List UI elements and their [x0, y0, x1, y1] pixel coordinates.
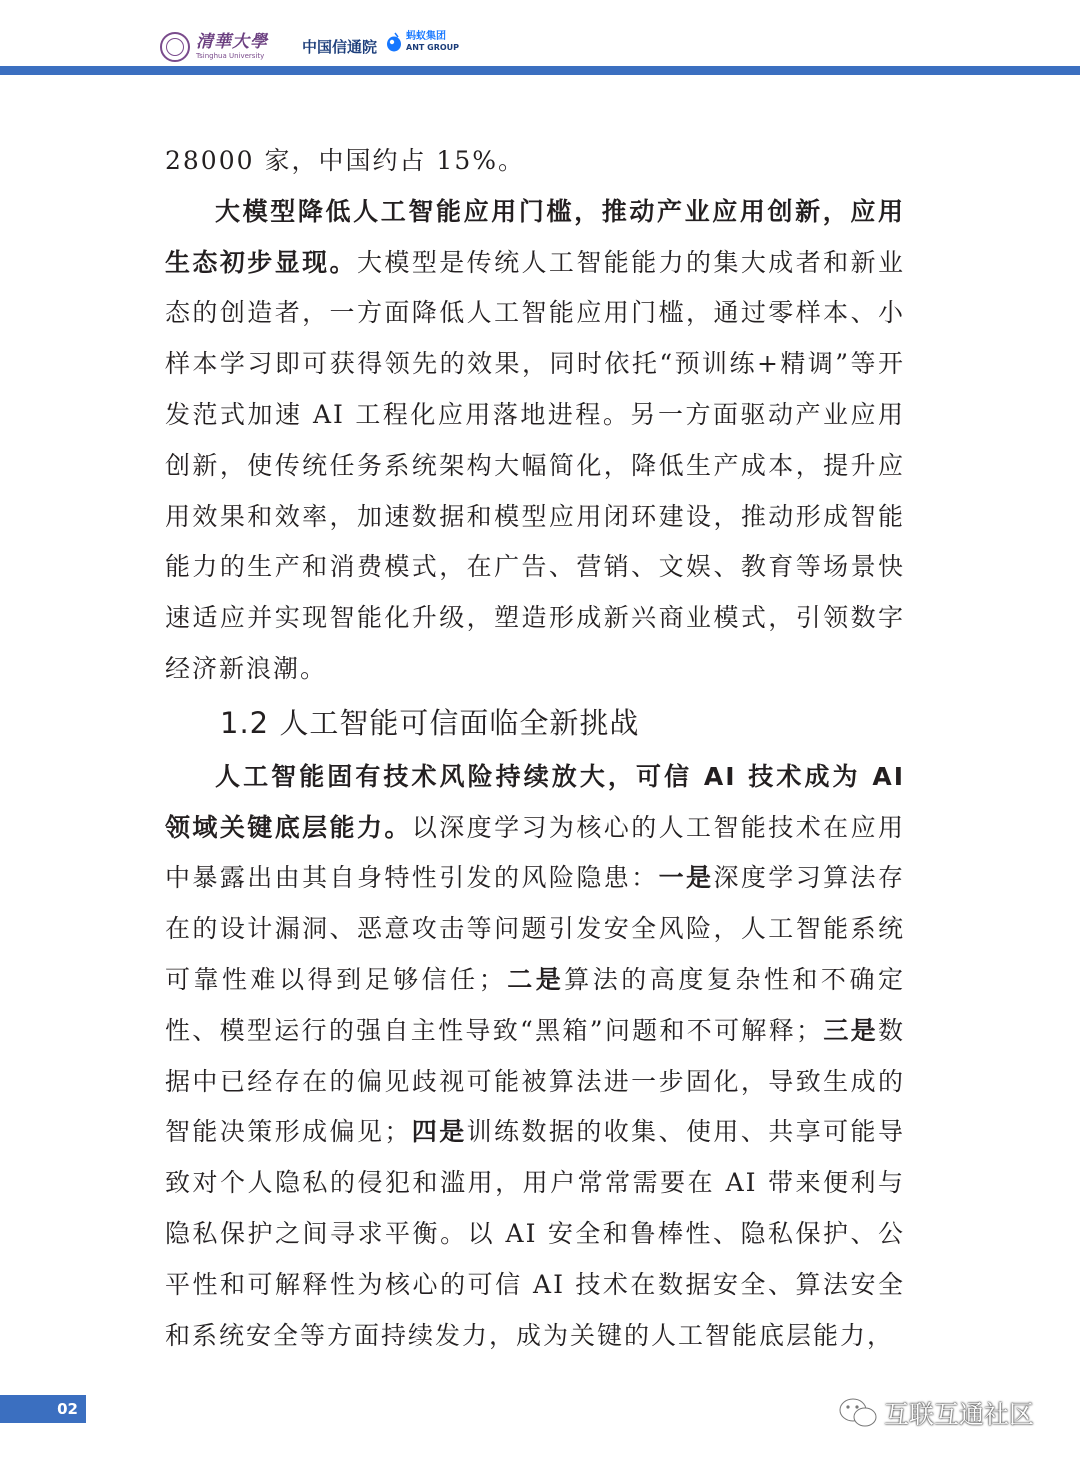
- section-heading: 1.2 人工智能可信面临全新挑战: [220, 705, 640, 740]
- paragraph-2-lead: 大模型降低人工智能应用门槛，推动产业应用创新，应用生态初步显现。: [165, 196, 905, 277]
- tsinghua-name-en: Tsinghua University: [196, 52, 265, 60]
- page-number: 02: [0, 1395, 86, 1423]
- document-body: [165, 136, 905, 1361]
- ant-logo-icon: [386, 32, 402, 52]
- ant-name-en: ANT GROUP: [406, 43, 460, 52]
- tsinghua-seal-icon: [160, 32, 190, 62]
- header-divider-bar: [0, 66, 1080, 75]
- point-two-text: 算法的高度复杂性和不确定性、模型运行的强自主性导致“黑箱”问题和不可解释；: [165, 964, 905, 1045]
- point-four-text: 训练数据的收集、使用、共享可能导致对个人隐私的侵犯和滥用，用户常常需要在 AI 带来便利与隐私保护之间寻求平衡。以 AI 安全和鲁棒性、隐私保护、公平性和可解释性为核心的可信 AI 技术在数据安全、算法安全和系统安全等方面持续发力，成为关键的人工智能底层能力，: [165, 1117, 905, 1350]
- paragraph-3: [165, 752, 905, 1362]
- paragraph-3-lead: 人工智能固有技术风险持续放大，可信 AI 技术成为 AI 领域关键底层能力。: [165, 761, 905, 842]
- page-header: [0, 0, 1080, 78]
- point-one-text: 深度学习算法存在的设计漏洞、恶意攻击等问题引发安全风险，人工智能系统可靠性难以得到足够信任；: [165, 863, 905, 994]
- point-four-label: 四是: [411, 1117, 467, 1147]
- tsinghua-name: 清華大學: [196, 32, 268, 52]
- point-three-text: 数据中已经存在的偏见歧视可能被算法进一步固化，导致生成的智能决策形成偏见；: [165, 1015, 905, 1147]
- point-two-label: 二是: [505, 964, 565, 994]
- tsinghua-logo: [160, 30, 268, 64]
- paragraph-2: [165, 187, 905, 695]
- caict-logo: 中国信通院: [302, 38, 378, 56]
- paragraph-1: 28000 家，中国约占 15%。: [165, 146, 525, 175]
- point-one-label: 一是: [658, 863, 714, 893]
- watermark: [838, 1395, 1034, 1431]
- wechat-icon: [838, 1396, 878, 1430]
- ant-name: 蚂蚁集团: [406, 31, 446, 42]
- watermark-text: 互联互通社区: [884, 1400, 1035, 1429]
- paragraph-2-text: 大模型是传统人工智能能力的集大成者和新业态的创造者，一方面降低人工智能应用门槛，通过零样本、小样本学习即可获得领先的效果，同时依托“预训练+精调”等开发范式加速 AI 工程化应用落地进程。另一方面驱动产业应用创新，使传统任务系统架构大幅简化，降低生产成本，提升应用效果和效率，加速数据和模型应用闭环建设，推动形成智能能力的生产和消费模式，在广告、营销、文娱、教育等场景快速适应并实现智能化升级，塑造形成新兴商业模式，引领数字经济新浪潮。: [165, 247, 905, 683]
- point-three-label: 三是: [823, 1015, 878, 1045]
- ant-group-logo: [386, 32, 459, 52]
- paragraph-3-text-a: 以深度学习为核心的人工智能技术在应用中暴露出由其自身特性引发的风险隐患：: [165, 812, 905, 893]
